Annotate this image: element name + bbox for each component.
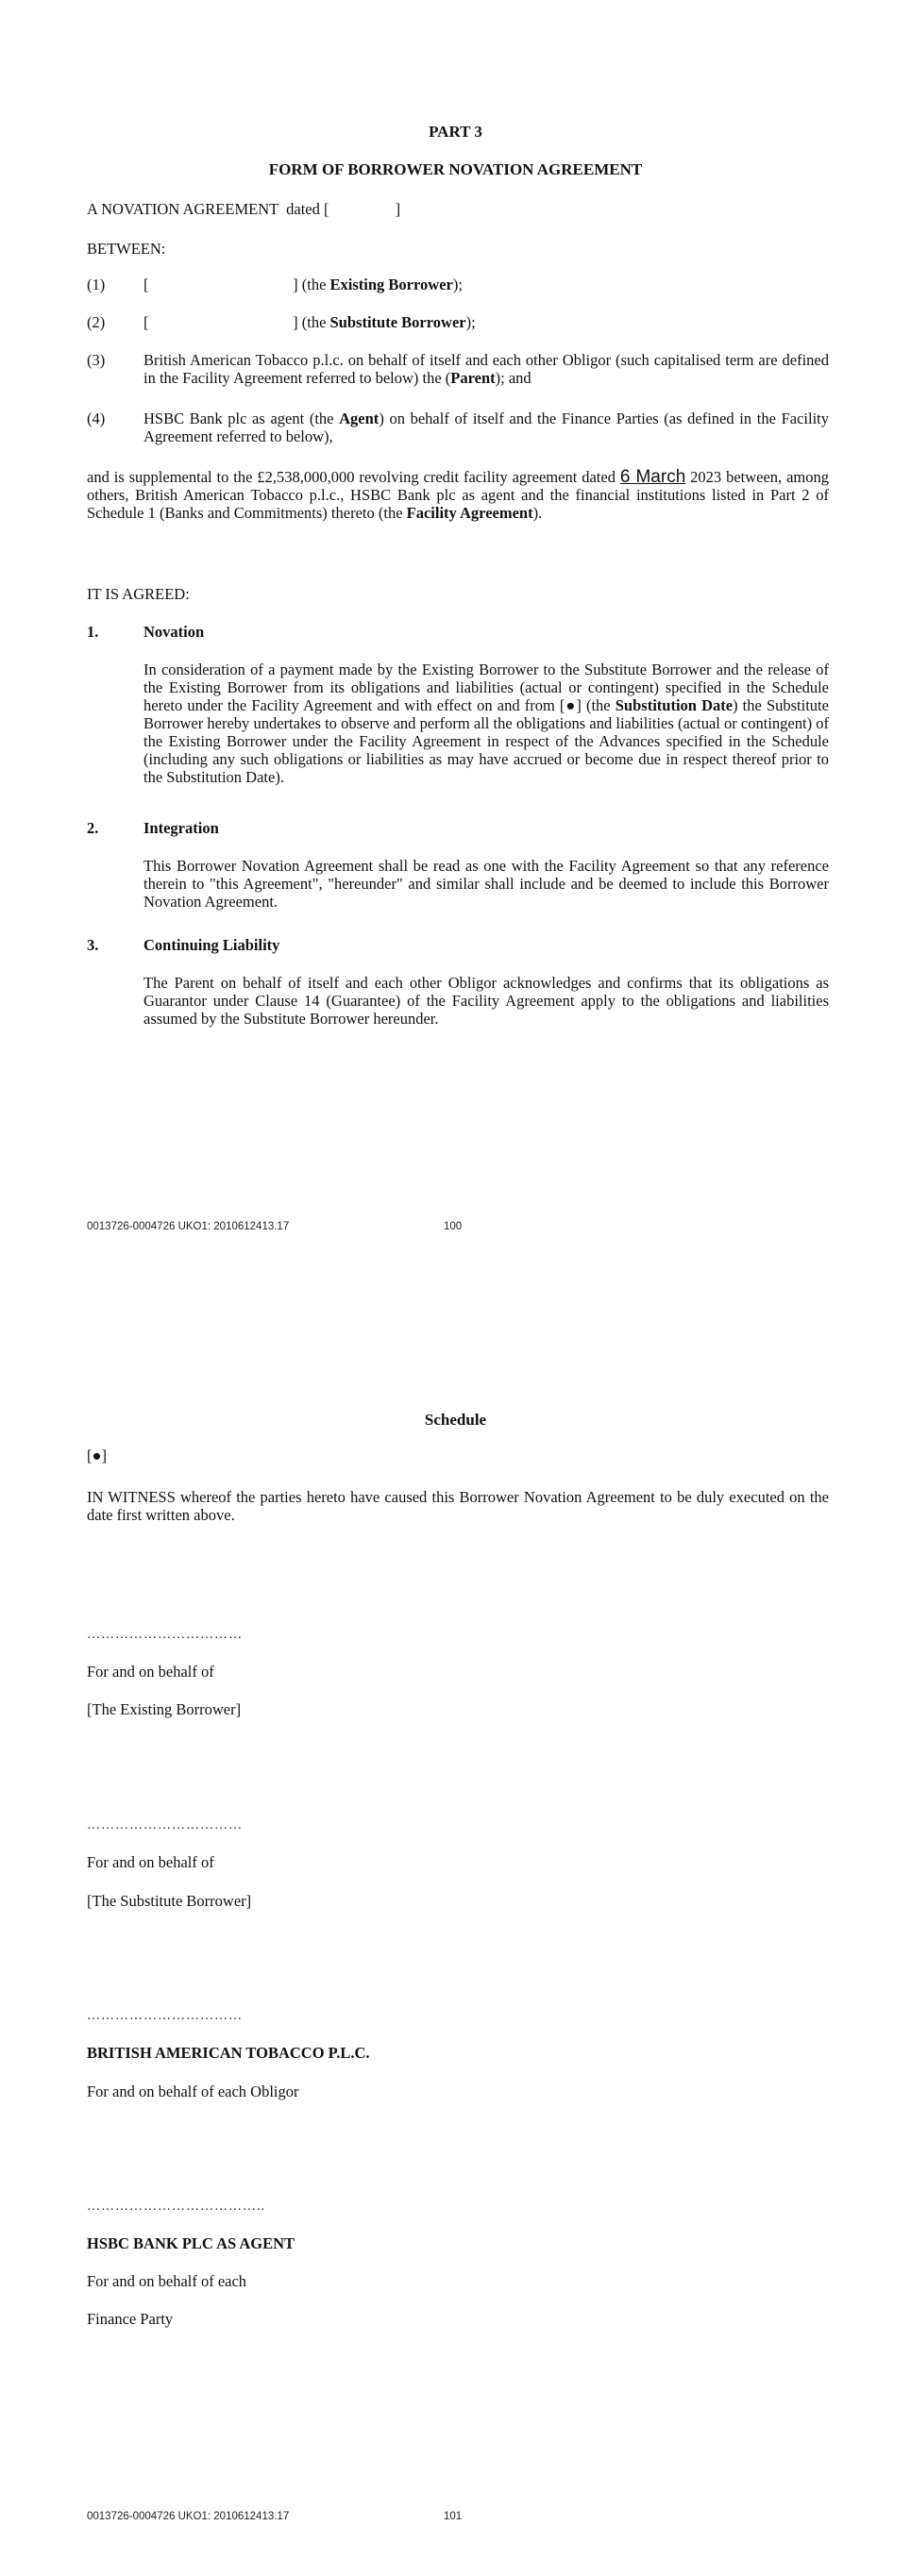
- clause-text: In consideration of a payment made by the Existing Borrower to the Substitute Borrower and the release of the Existing Borrower from its obligations and liabilities (actual or contingent) specified in the Schedule hereto under the Facility Agreement and with effect on and from [●] (the Substitution Date) the Substitute Borrower hereby undertakes to observe and perform all the obligations and liabilities (actual or contingent) of the Existing Borrower under the Facility Agreement in respect of the Advances specified in the Schedule (including any such obligations or liabilities as may have accrued or become due in respect thereof prior to the Substitution Date).: [143, 661, 829, 786]
- signature-line: ……………………………: [87, 1628, 243, 1642]
- signature-party: [The Existing Borrower]: [87, 1700, 242, 1718]
- clause-text: This Borrower Novation Agreement shall be read as one with the Facility Agreement so that any reference therein to "this Agreement", "hereunder" and similar shall include and be deemed to include this Borrower Novation Agreement.: [143, 857, 829, 911]
- signature-caption: For and on behalf of: [87, 1663, 214, 1681]
- party-text: British American Tobacco p.l.c. on behalf of itself and each other Obligor (such capitalised term are defined in the Facility Agreement referred to below) the (Parent); and: [143, 351, 829, 387]
- signatory-name: BRITISH AMERICAN TOBACCO P.L.C.: [87, 2044, 370, 2062]
- form-heading: FORM OF BORROWER NOVATION AGREEMENT: [268, 160, 643, 178]
- clause-heading: Integration: [143, 819, 219, 837]
- clause-text: The Parent on behalf of itself and each other Obligor acknowledges and confirms that its obligations as Guarantor under Clause 14 (Guarantee) of the Facility Agreement apply to the obligations and liabilities assumed by the Substitute Borrower hereunder.: [143, 974, 829, 1028]
- schedule-heading: Schedule: [424, 1411, 487, 1429]
- signature-line: ……………………………: [87, 1818, 243, 1832]
- dated-line: A NOVATION AGREEMENT dated [ ]: [87, 200, 401, 218]
- signature-caption: For and on behalf of each Obligor: [87, 2083, 299, 2100]
- signature-caption: For and on behalf of each: [87, 2272, 247, 2290]
- clause-heading: Novation: [143, 623, 205, 641]
- witness-clause: IN WITNESS whereof the parties hereto have caused this Borrower Novation Agreement to be duly executed on the date first written above.: [87, 1488, 829, 1524]
- handwritten-date: 6 March: [619, 467, 686, 487]
- supplemental-paragraph: and is supplemental to the £2,538,000,000 revolving credit facility agreement dated 6 March 2023 between, among others, British American Tobacco p.l.c., HSBC Bank plc as agent and the financial institutions listed in Part 2 of Schedule 1 (Banks and Commitments) thereto (the Facility Agreement).: [87, 467, 830, 522]
- party-text: HSBC Bank plc as agent (the Agent) on behalf of itself and the Finance Parties (as defined in the Facility Agreement referred to below),: [143, 410, 829, 445]
- part-heading: PART 3: [429, 123, 482, 141]
- clause-number: 3.: [87, 936, 99, 954]
- document-page-2: [0, 1288, 911, 2576]
- party-number: (1): [87, 276, 106, 293]
- party-number: (4): [87, 410, 106, 427]
- signature-line: ………………………………..: [87, 2200, 265, 2214]
- footer-reference: 0013726-0004726 UKO1: 2010612413.17: [87, 2511, 290, 2522]
- party-text: [ ] (the Substitute Borrower);: [143, 313, 476, 331]
- footer-reference: 0013726-0004726 UKO1: 2010612413.17: [87, 1221, 290, 1232]
- party-number: (3): [87, 351, 106, 369]
- signature-party: Finance Party: [87, 2310, 174, 2328]
- party-text: [ ] (the Existing Borrower);: [143, 276, 463, 293]
- party-3: [0, 351, 911, 389]
- it-is-agreed: IT IS AGREED:: [87, 585, 190, 603]
- signature-party: [The Substitute Borrower]: [87, 1892, 252, 1910]
- signature-caption: For and on behalf of: [87, 1853, 214, 1871]
- party-1: [0, 276, 911, 294]
- signature-line: ……………………………: [87, 2009, 243, 2023]
- clause-number: 1.: [87, 623, 99, 641]
- between-label: BETWEEN:: [87, 240, 166, 258]
- page-number: 100: [444, 1221, 463, 1232]
- party-number: (2): [87, 313, 106, 331]
- clause-number: 2.: [87, 819, 99, 837]
- party-4: [0, 410, 911, 447]
- schedule-placeholder: [●]: [87, 1447, 107, 1464]
- clause-heading: Continuing Liability: [143, 936, 280, 954]
- party-2: [0, 313, 911, 332]
- page-number: 101: [444, 2511, 463, 2522]
- signatory-name: HSBC BANK PLC AS AGENT: [87, 2234, 295, 2252]
